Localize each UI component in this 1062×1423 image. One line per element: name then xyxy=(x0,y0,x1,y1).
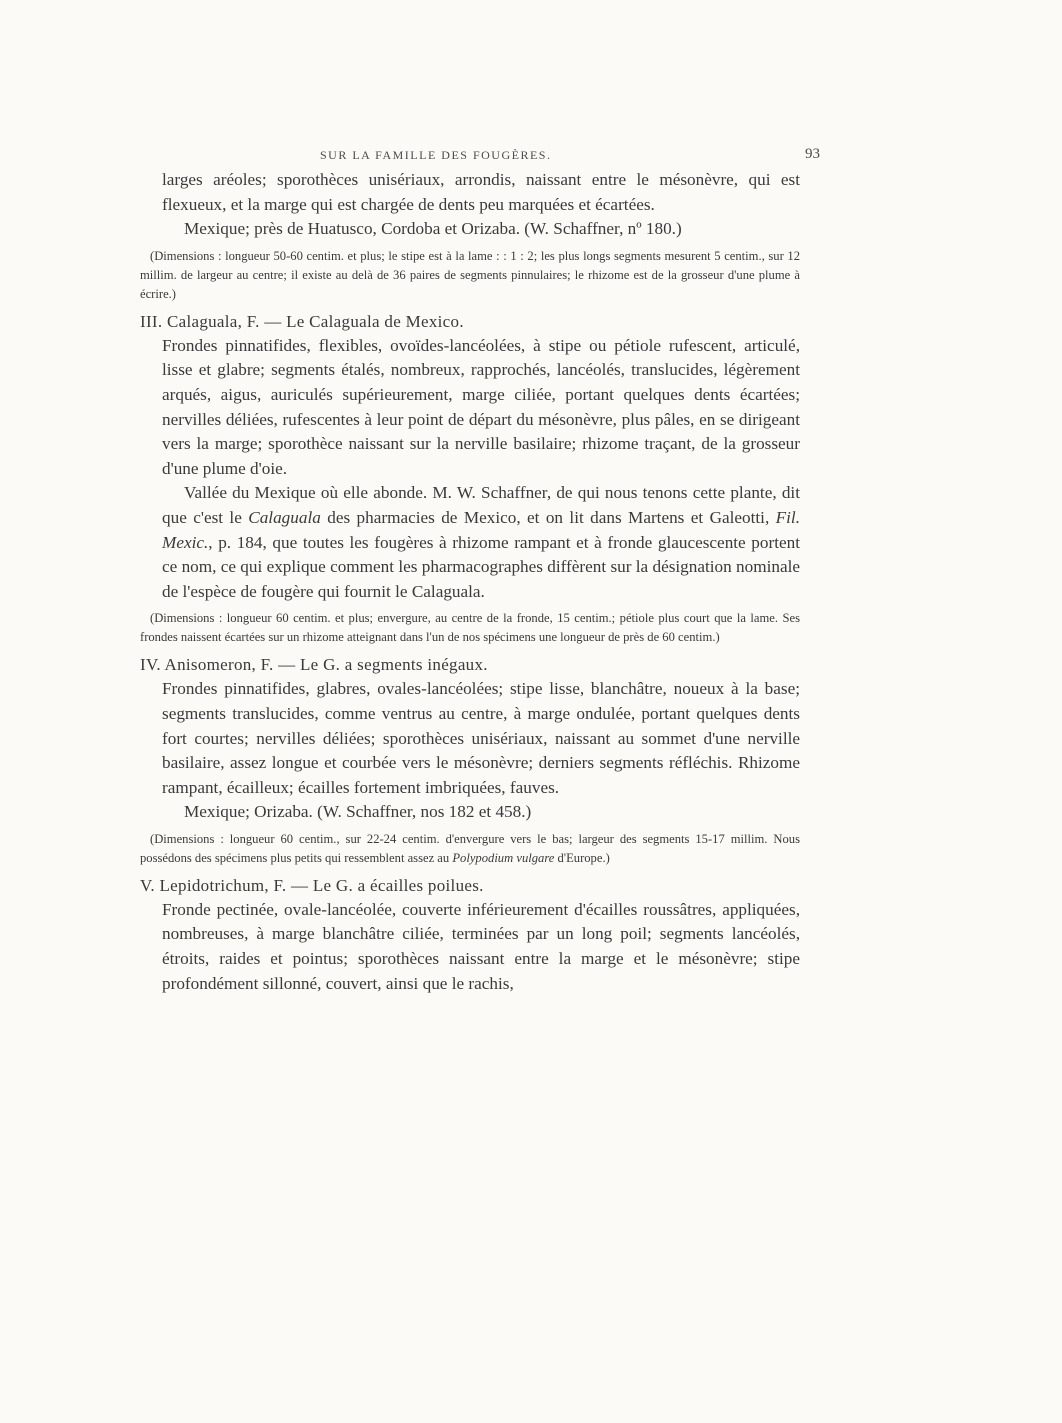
section-heading-4: IV. Anisomeron, F. — Le G. a segments inégaux. xyxy=(140,655,488,675)
section-heading-3: III. Calaguala, F. — Le Calaguala de Mexico. xyxy=(140,311,464,331)
paragraph-4-italic-2: Fil. Mexic. xyxy=(162,507,800,552)
paragraph-7: Fronde pectinée, ovale-lancéolée, couverte inférieurement d'écailles roussâtres, appliquées, nombreuses, à marge blanchâtre ciliée, terminées par un long poil; segments lancéolés, étroits, raides et pointus; sporothèces naissant entre la marge et le mésonèvre; stipe profondément sillonné, couvert, ainsi que le rachis, xyxy=(162,899,800,993)
paragraph-4 xyxy=(140,481,800,604)
paragraph-5: Frondes pinnatifides, glabres, ovales-lancéolées; stipe lisse, blanchâtre, noueux à la base; segments translucides, comme ventrus au centre, à marge ondulée, portant quelques dents fort courtes; nervilles déliées; sporothèces unisériaux, naissant au sommet d'une nerville basilaire, assez longue et courbée vers le mésonèvre; derniers segments réfléchis. Rhizome rampant, écailleux; écailles fortement imbriquées, fauves. xyxy=(162,679,800,797)
dimensions-note-1: (Dimensions : longueur 50-60 centim. et plus; le stipe est à la lame : : 1 : 2; les plus longs segments mesurent 5 centim., sur 12 millim. de largeur au centre; il existe au delà de 36 paires de segments pinnulaires; le rhizome est de la grosseur d'une plume à écrire.) xyxy=(140,248,800,301)
paragraph-4-part-a: Vallée du Mexique où elle abonde. M. W. Schaffner, de qui nous tenons cette plante, dit que c'est le xyxy=(162,483,800,527)
section-heading-5: V. Lepidotrichum, F. — Le G. a écailles poilues. xyxy=(140,875,484,895)
paragraph-3: Frondes pinnatifides, flexibles, ovoïdes-lancéolées, à stipe ou pétiole rufescent, articulé, lisse et glabre; segments étalés, nombreux, rapprochés, lancéolés, translucides, légèrement arqués, aigus, auriculés supérieurement, marge ciliée, portant quelques dents écartées; nervilles déliées, rufescentes à leur point de départ du mésonèvre, plus pâles, en se dirigeant vers la marge; sporothèce naissant sur la nerville basilaire; rhizome traçant, de la grosseur d'une plume d'oie. xyxy=(162,335,800,478)
running-title: SUR LA FAMILLE DES FOUGÈRES. xyxy=(320,148,552,162)
dimensions-note-3-italic: Polypodium vulgare xyxy=(452,850,555,865)
text-body xyxy=(140,168,800,996)
page-number: 93 xyxy=(805,146,820,162)
paragraph-4-part-b: des pharmacies de Mexico, et on lit dans Martens et Galeotti, xyxy=(320,507,776,527)
paragraph-6: Mexique; Orizaba. (W. Schaffner, nos 182 et 458.) xyxy=(184,802,532,822)
paragraph-1: larges aréoles; sporothèces unisériaux, arrondis, naissant entre le mésonèvre, qui est flexueux, et la marge qui est chargée de dents peu marquées et écartées. xyxy=(162,170,800,214)
dimensions-note-3-part-a: (Dimensions : longueur 60 centim., sur 22-24 centim. d'envergure vers le bas; largeur des segments 15-17 millim. Nous possédons des spécimens plus petits qui ressemblent assez au xyxy=(140,831,800,865)
paragraph-4-italic-1: Calaguala xyxy=(248,507,321,527)
paragraph-2: Mexique; près de Huatusco, Cordoba et Orizaba. (W. Schaffner, nº 180.) xyxy=(184,219,682,239)
paragraph-4-part-c: , p. 184, que toutes les fougères à rhizome rampant et à fronde glaucescente portent ce nom, ce qui explique comment les pharmacographes diffèrent sur la désignation nominale de l'espèce de fougère qui fournit le Calaguala. xyxy=(162,532,800,601)
dimensions-note-3-part-b: d'Europe.) xyxy=(554,850,610,865)
dimensions-note-2: (Dimensions : longueur 60 centim. et plus; envergure, au centre de la fronde, 15 centim.; pétiole plus court que la lame. Ses frondes naissent écartées sur un rhizome atteignant dans l'un de nos spécimens une longueur de près de 60 centim.) xyxy=(140,611,800,645)
dimensions-note-3 xyxy=(140,830,800,868)
